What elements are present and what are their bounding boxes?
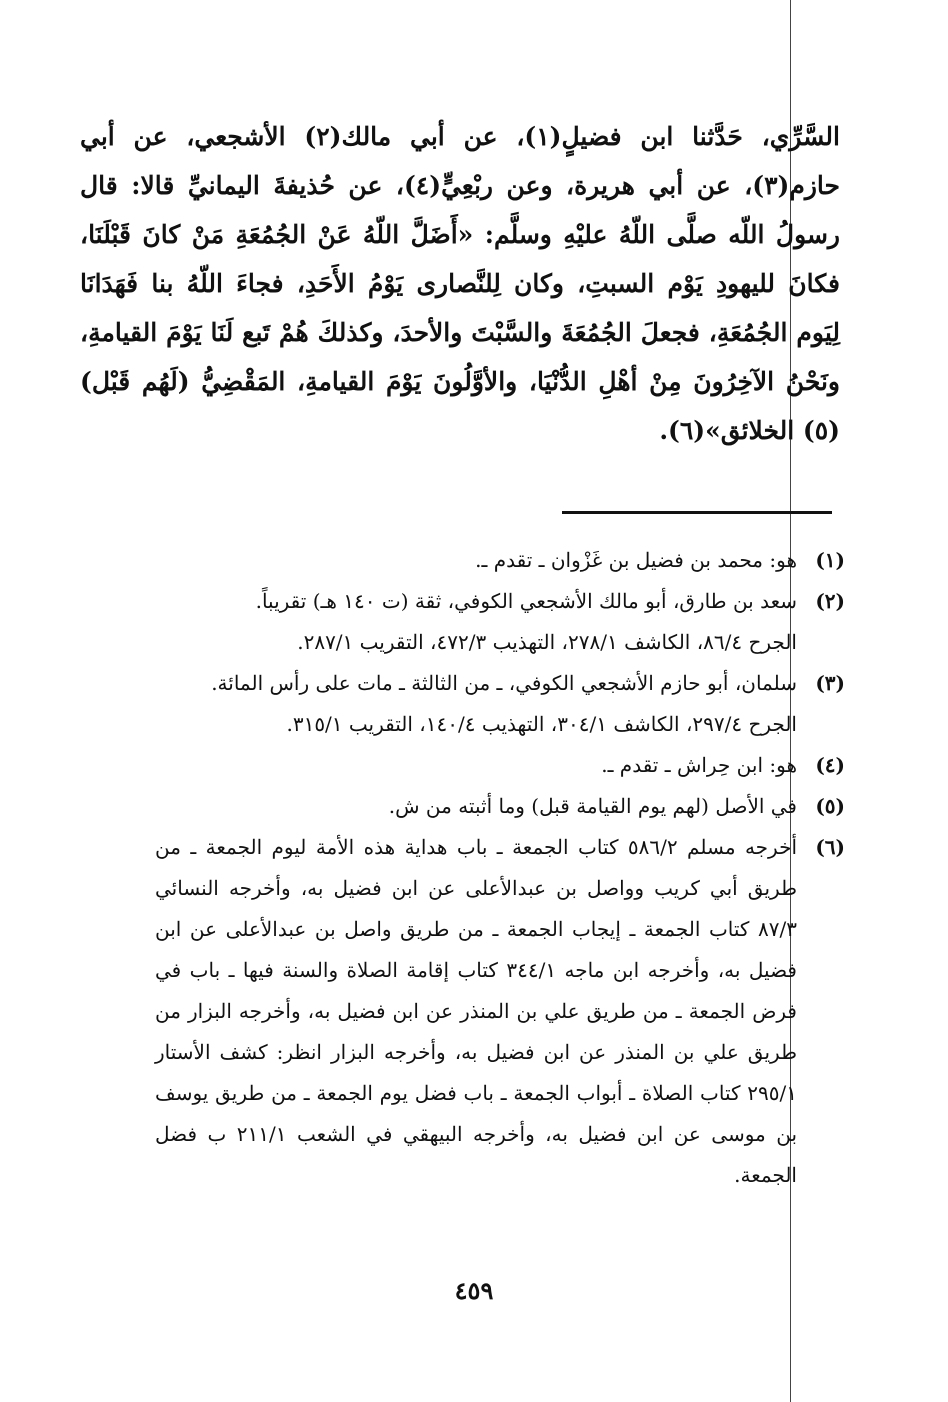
footnote-line: أخرجه مسلم ٥٨٦/٢ كتاب الجمعة ـ باب هداية هذه الأمة ليوم الجمعة ـ من طريق أبي كريب وواصل بن عبدالأعلى عن ابن فضيل به، وأخرجه النسائي ٨٧/٣ كتاب الجمعة ـ إيجاب الجمعة ـ من طريق واصل بن عبدالأعلى عن ابن فضيل به، وأخرجه ابن ماجه ٣٤٤/١ كتاب إقامة الصلاة والسنة فيها ـ باب في فرض الجمعة ـ من طريق علي بن المنذر عن ابن فضيل به، وأخرجه البزار من طريق علي بن المنذر عن ابن فضيل به، وأخرجه البزار انظر: كشف الأستار ٢٩٥/١ كتاب الصلاة ـ أبواب الجمعة ـ باب فضل يوم الجمعة ـ من طريق يوسف بن موسى عن ابن فضيل به، وأخرجه البيهقي في الشعب ٢١١/١ ب فضل الجمعة. <box>155 835 798 1187</box>
footnote-number: (٦) <box>815 835 845 859</box>
footnote-6 <box>155 827 845 1196</box>
footnote-body <box>155 663 797 745</box>
footnote-body <box>155 786 797 827</box>
footnote-line: في الأصل (لهم يوم القيامة قبل) وما أثبته من ش. <box>388 794 797 818</box>
main-text-block <box>80 112 840 455</box>
footnote-line: سعد بن طارق، أبو مالك الأشجعي الكوفي، ثقة (ت ١٤٠ هـ) تقريباً. <box>255 589 797 613</box>
main-paragraph: السَّرِّي، حَدَّثنا ابن فضيلٍ(١)، عن أبي مالك(٢) الأشجعي، عن أبي حازم(٣)، عن أبي هريرة، وعن ربْعِيٍّ(٤)، عن حُذيفةَ اليمانيِّ قالا: قال رسولُ اللّه صلَّى اللّهُ عليْهِ وسلَّم: «أَضَلَّ اللّهُ عَنْ الجُمُعَةِ مَنْ كانَ قَبْلَنَا، فكانَ لليهودِ يَوْم السبتِ، وكان لِلنَّصارى يَوْمُ الأَحَدِ، فجاءَ اللّهُ بنا فَهَدَانَا لِيَوم الجُمُعَةِ، فجعلَ الجُمُعَةَ والسَّبْتَ والأحدَ، وكذلكَ هُمْ تَبع لَنَا يَوْمَ القيامةِ، ونَحْنُ الآخِرُونَ مِنْ أهْلِ الدُّنْيَا، والأوَّلُونَ يَوْمَ القيامةِ، المَقْضِيُّ (لَهُم قَبْل)(٥) الخلائق»(٦). <box>80 122 840 445</box>
footnote-line: هو: ابن حِراش ـ تقدم ـ. <box>601 753 797 777</box>
footnote-4 <box>155 745 845 786</box>
footnote-line: الجرح ٢٩٧/٤، الكاشف ٣٠٤/١، التهذيب ١٤٠/٤، التقريب ٣١٥/١. <box>286 712 797 736</box>
footnote-body <box>155 827 797 1196</box>
footnote-number: (٤) <box>815 753 845 777</box>
footnotes-section <box>155 540 845 1196</box>
footnote-1 <box>155 540 845 581</box>
footnote-5 <box>155 786 845 827</box>
footnote-line: هو: محمد بن فضيل بن غَزْوان ـ تقدم ـ. <box>475 548 797 572</box>
footnote-number: (١) <box>815 548 845 572</box>
footnote-2 <box>155 581 845 663</box>
footnote-body <box>155 745 797 786</box>
footnote-number: (٢) <box>815 589 845 613</box>
footnote-line: سلمان، أبو حازم الأشجعي الكوفي، ـ من الثالثة ـ مات على رأس المائة. <box>211 671 797 695</box>
footnote-body <box>155 581 797 663</box>
footnote-separator <box>562 511 832 514</box>
footnote-3 <box>155 663 845 745</box>
footnote-number: (٣) <box>815 671 845 695</box>
footnote-body <box>155 540 797 581</box>
page-number: ٤٥٩ <box>454 1276 494 1305</box>
footnote-number: (٥) <box>815 794 845 818</box>
footnote-line: الجرح ٨٦/٤، الكاشف ٢٧٨/١، التهذيب ٤٧٢/٣، التقريب ٢٨٧/١. <box>297 630 797 654</box>
